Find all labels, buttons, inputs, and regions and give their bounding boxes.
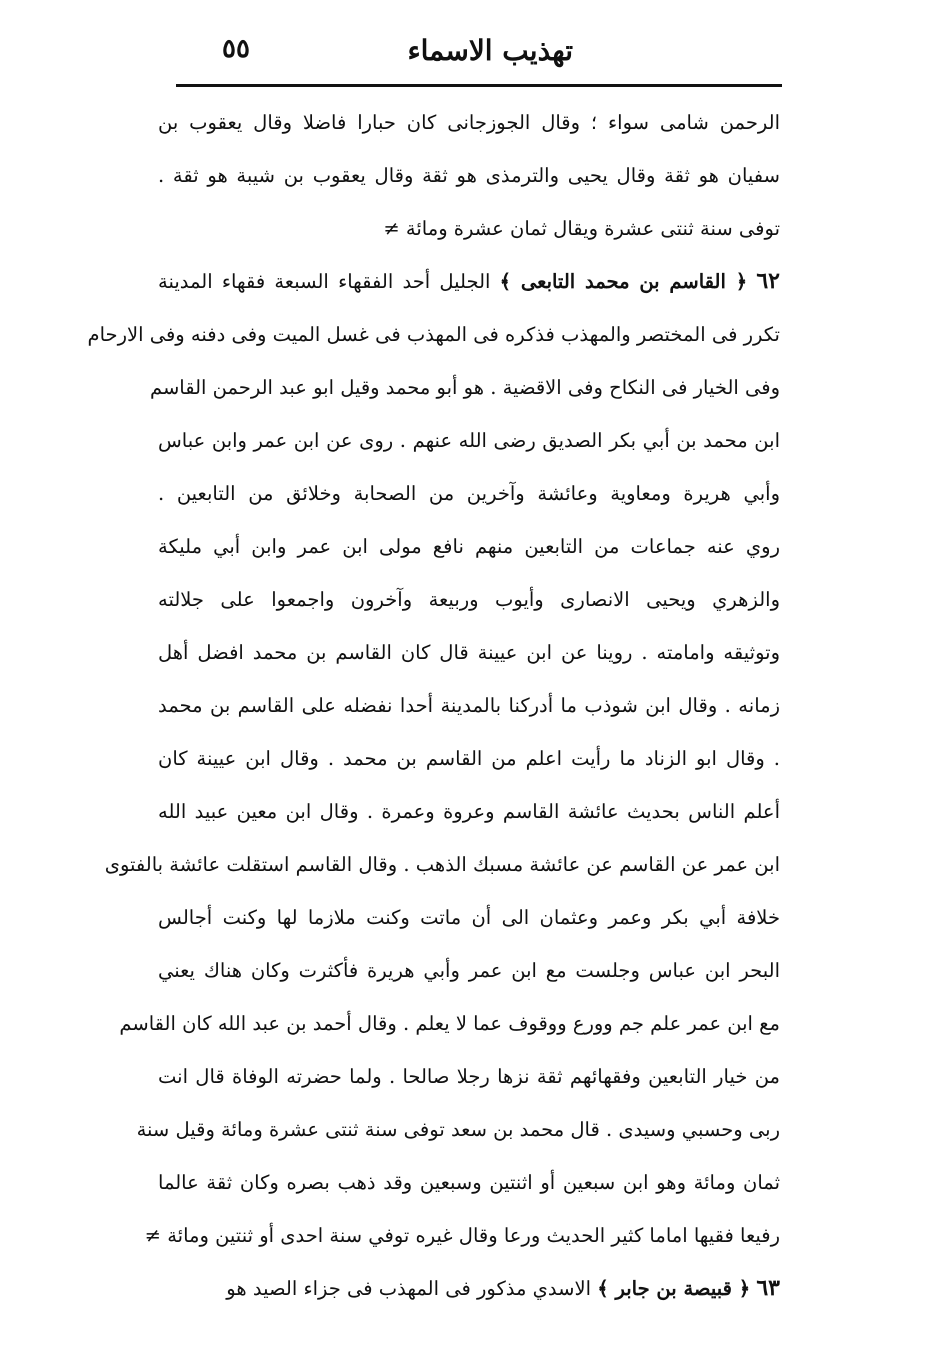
text-line-15: ابن عمر عن القاسم عن عائشة مسبك الذهب . وقال القاسم استقلت عائشة بالفتوى <box>104 853 780 876</box>
text-line-5: تكرر فى المختصر والمهذب فذكره فى المهذب فى غسل الميت وفى دفنه وفى الارحام <box>87 323 780 346</box>
text-line-21: ثمان ومائة وهو ابن سبعين أو اثنتين وسبعين وقد ذهب بصره وكان ثقة عالما <box>158 1171 780 1194</box>
text-line-20: ربى وحسبي وسيدى . قال محمد بن سعد توفى سنة ثنتى عشرة ومائة وقيل سنة <box>136 1118 780 1141</box>
page-header <box>180 30 768 80</box>
text-line-16: خلافة أبي بكر وعمر وعثمان الى أن ماتت وكنت ملازما لها وكنت أجالس <box>158 906 780 929</box>
entry-63-number: ٦٣ <box>756 1275 780 1301</box>
text-line-3: توفى سنة ثنتى عشرة ويقال ثمان عشرة ومائة ≠ <box>383 217 780 240</box>
text-line-19: من خيار التابعين وفقهائهم ثقة نزها رجلا صالحا . ولما حضرته الوفاة قال انت <box>158 1065 780 1088</box>
text-line-12: زمانه . وقال ابن شوذب ما أدركنا بالمدينة أحدا نفضله على القاسم بن محمد <box>158 694 780 717</box>
entry-63-heading <box>158 1262 780 1315</box>
text-line-13: . وقال ابو الزناد ما رأيت اعلم من القاسم بن محمد . وقال ابن عيينة كان <box>158 747 780 770</box>
entry-63-rest: الاسدي مذكور فى المهذب فى جزاء الصيد هو <box>226 1277 592 1300</box>
entry-62-number: ٦٢ <box>756 268 780 294</box>
text-line-11: وتوثيقه وامامته . روينا عن ابن عيينة قال كان القاسم بن محمد افضل أهل <box>158 641 780 664</box>
text-line-22: رفيعا فقيها اماما كثير الحديث ورعا وقال غيره توفي سنة احدى أو ثنتين ومائة ≠ <box>144 1224 780 1247</box>
text-line-10: والزهري ويحيى الانصارى وأيوب وربيعة وآخرون واجمعوا على جلالته <box>158 588 780 611</box>
entry-62-rest: الجليل أحد الفقهاء السبعة فقهاء المدينة <box>158 270 491 293</box>
entry-62-name: ﴿ القاسم بن محمد التابعى ﴾ <box>499 270 748 293</box>
entry-63-name: ﴿ قبيصة بن جابر ﴾ <box>597 1277 751 1300</box>
text-line-14: أعلم الناس بحديث عائشة القاسم وعروة وعمرة . وقال ابن معين عبيد الله <box>158 800 780 823</box>
body-text <box>87 96 780 1315</box>
text-line-7: ابن محمد بن أبي بكر الصديق رضى الله عنهم . روى عن ابن عمر وابن عباس <box>158 429 780 452</box>
text-line-8: وأبي هريرة ومعاوية وعائشة وآخرين من الصحابة وخلائق من التابعين . <box>158 482 780 505</box>
text-line-17: البحر ابن عباس وجلست مع ابن عمر وأبي هريرة فأكثرت وكان هناك يعني <box>158 959 780 982</box>
entry-62-heading <box>158 255 780 308</box>
page-number: ٥٥ <box>222 34 250 64</box>
text-line-6: وفى الخيار فى النكاح وفى الاقضية . هو أبو محمد وقيل ابو عبد الرحمن القاسم <box>149 376 780 399</box>
text-line-2: سفيان هو ثقة وقال يحيى والترمذى هو ثقة وقال يعقوب بن شيبة هو ثقة . <box>158 164 780 187</box>
text-line-18: مع ابن عمر علم جم وورع ووقوف عما لا يعلم . وقال أحمد بن عبد الله كان القاسم <box>119 1012 780 1035</box>
text-line-9: روي عنه جماعات من التابعين منهم نافع مولى ابن عمر وابن أبي مليكة <box>158 535 780 558</box>
header-rule <box>176 84 782 87</box>
running-title: تهذيب الاسماء <box>407 34 573 67</box>
text-line-1: الرحمن شامى سواء ؛ وقال الجوزجانى كان حبارا فاضلا وقال يعقوب بن <box>158 111 780 134</box>
